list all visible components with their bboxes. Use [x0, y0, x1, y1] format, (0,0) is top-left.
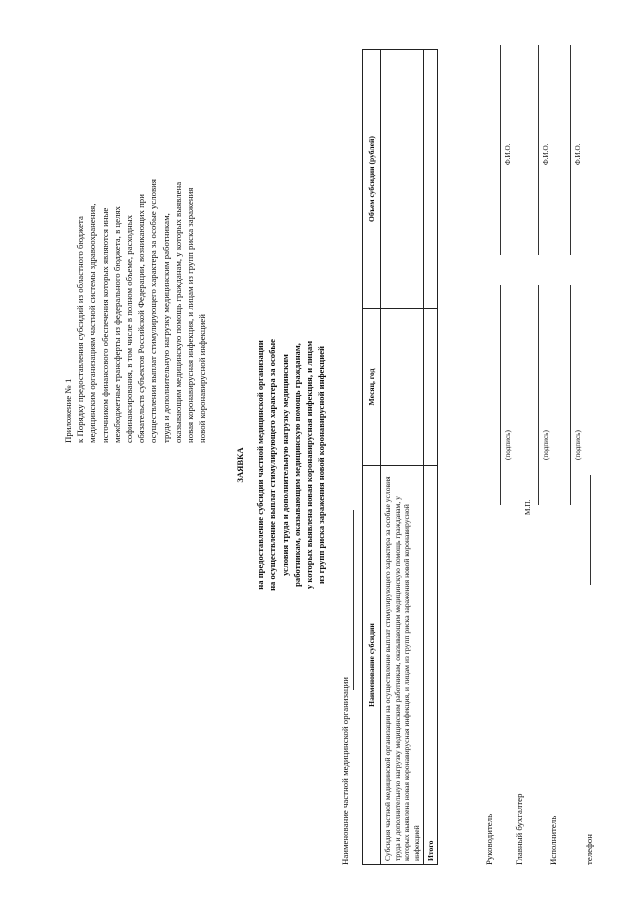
title-line: из групп риска заражения новой коронавирусной инфекцией [316, 346, 327, 584]
appendix-line: источником финансового обеспечения которых являются иные [99, 207, 110, 443]
appendix-line: новая коронавирусная инфекция, и лицам из групп риска заражения [185, 187, 196, 443]
phone-label: телефон [584, 834, 594, 865]
table-total-row [424, 50, 438, 865]
stamp-label: М.П. [524, 499, 532, 515]
executor-label: Исполнитель [548, 815, 558, 865]
head-sign-hint: (подпись) [504, 430, 512, 460]
amount-cell[interactable] [381, 50, 424, 309]
appendix-line: оказывающим медицинскую помощь гражданам, у которых выявлена [172, 181, 183, 443]
table-header-row [363, 50, 381, 865]
org-name-label: Наименование частной медицинской организации [340, 676, 350, 865]
appendix-line: осуществлении выплат стимулирующего характера за особые условия [148, 179, 159, 443]
appendix-line: к Порядку предоставления субсидий из областного бюджета [75, 216, 86, 443]
executor-fio-hint: Ф.И.О. [574, 143, 582, 165]
head-sign-line[interactable] [500, 285, 501, 505]
accountant-sign-line[interactable] [538, 285, 539, 505]
executor-sign-hint: (подпись) [574, 430, 582, 460]
total-amount-cell[interactable] [424, 50, 438, 309]
total-month-cell [424, 309, 438, 466]
subsidy-name-cell: Субсидия частной медицинской организации на осуществление выплат стимулирующего характера за особые условия труда и дополнительную нагрузку медицинским работникам, оказывающим медицинскую помощь гражданам, у которых выявлена новая коронавирусная инфекция, и лицам из групп риска заражения новой коронавирусной инфекцией [381, 466, 424, 865]
executor-sign-line[interactable] [570, 285, 571, 505]
title-line: условия труда и дополнительную нагрузку медицинским [279, 354, 290, 576]
org-name-field-line [353, 510, 354, 690]
appendix-line: Приложение № 1 [63, 378, 73, 443]
head-fio-hint: Ф.И.О. [504, 143, 512, 165]
appendix-header [62, 43, 208, 443]
total-label-cell: Итого [424, 466, 438, 865]
accountant-fio-hint: Ф.И.О. [542, 143, 550, 165]
appendix-line: межбюджетные трансферты из федерального бюджета, в целях [111, 206, 122, 443]
title-line: работникам, оказывающим медицинскую помощь гражданам, [291, 343, 302, 587]
month-cell[interactable] [381, 309, 424, 466]
accountant-fio-line[interactable] [538, 45, 539, 255]
appendix-line: труда и дополнительную нагрузку медицинским работникам, [160, 213, 171, 443]
header-amount: Объем субсидии (рублей) [363, 50, 381, 309]
title-line: на осуществление выплат стимулирующего характера за особые [267, 339, 278, 591]
table-row [381, 50, 424, 865]
appendix-line: софинансирования, в том числе в полном объеме, расходных [124, 214, 135, 443]
header-month-year: Месяц, год [363, 309, 381, 466]
title-head: ЗАЯВКА [235, 447, 245, 483]
head-fio-line[interactable] [500, 45, 501, 255]
document-title [234, 285, 327, 645]
subsidy-table [362, 49, 438, 865]
appendix-line: медицинским организациям частной системы здравоохранения, [87, 203, 98, 443]
title-line: на предоставление субсидии частной медицинской организации [255, 340, 266, 590]
accountant-sign-hint: (подпись) [542, 430, 550, 460]
phone-field-line[interactable] [590, 475, 591, 585]
header-subsidy-name: Наименование субсидии [363, 466, 381, 865]
appendix-line: новой коронавирусной инфекцией [197, 314, 208, 443]
head-label: Руководитель [484, 813, 494, 865]
executor-fio-line[interactable] [570, 45, 571, 255]
accountant-label: Главный бухгалтер [514, 793, 524, 865]
appendix-line: обязательств субъектов Российской Федерации, возникающих при [136, 194, 147, 443]
title-line: у которых выявлена новая коронавирусная инфекция, и лицам [304, 340, 315, 590]
